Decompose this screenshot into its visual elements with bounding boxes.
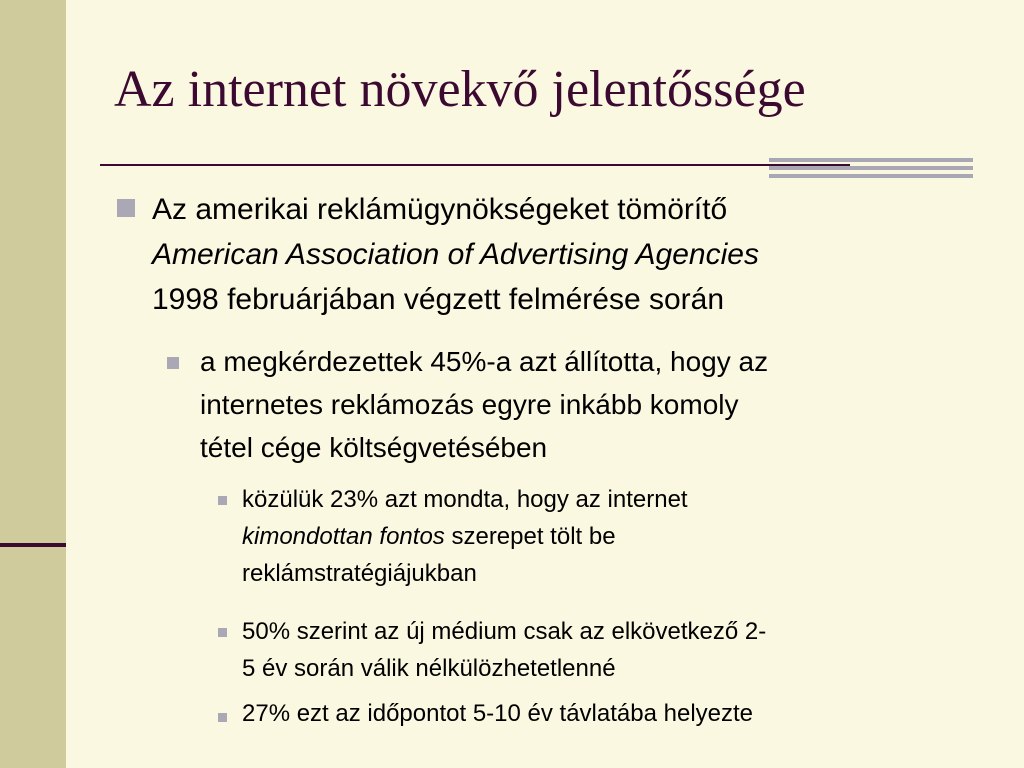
bullet-line-mixed (242, 518, 688, 555)
bullet-line: 27% ezt az időpontot 5-10 év távlatába helyezte (242, 700, 754, 727)
bullet-line-italic (152, 232, 759, 277)
slide-title: Az internet növekvő jelentőssége (114, 61, 806, 118)
organization-name: American Association of Advertising Agencies (152, 238, 759, 271)
bullet-level-3-text (242, 481, 688, 592)
bullet-line: 1998 februárjában végzett felmérése során (152, 283, 725, 316)
emphasis-text: kimondottan fontos (242, 523, 445, 550)
bullet-square-icon (218, 713, 227, 722)
bullet-square-icon (218, 628, 227, 637)
bullet-line: a megkérdezettek 45%-a azt állította, hogy az (200, 346, 769, 377)
bullet-line: internetes reklámozás egyre inkább komoly (200, 389, 739, 420)
bullet-level-3-text (242, 695, 753, 732)
bullet-square-icon (117, 199, 135, 217)
bullet-level-3-text (242, 613, 766, 687)
bullet-square-icon (218, 496, 227, 505)
bullet-line-rest: szerepet tölt be (444, 523, 616, 550)
bullet-line: tétel cége költségvetésében (200, 432, 548, 463)
bullet-line: Az amerikai reklámügynökségeket tömörítő (152, 193, 728, 226)
bullet-line: 50% szerint az új médium csak az elkövetkező 2- (242, 618, 767, 645)
bullet-level-2-text (200, 340, 768, 469)
bullet-line: közülük 23% azt mondta, hogy az internet (242, 486, 688, 513)
bullet-level-1-text (152, 187, 759, 322)
bullet-square-icon (167, 357, 179, 369)
bullet-line: 5 év során válik nélkülözhetetlenné (242, 655, 616, 682)
bullet-line: reklámstratégiájukban (242, 560, 477, 587)
